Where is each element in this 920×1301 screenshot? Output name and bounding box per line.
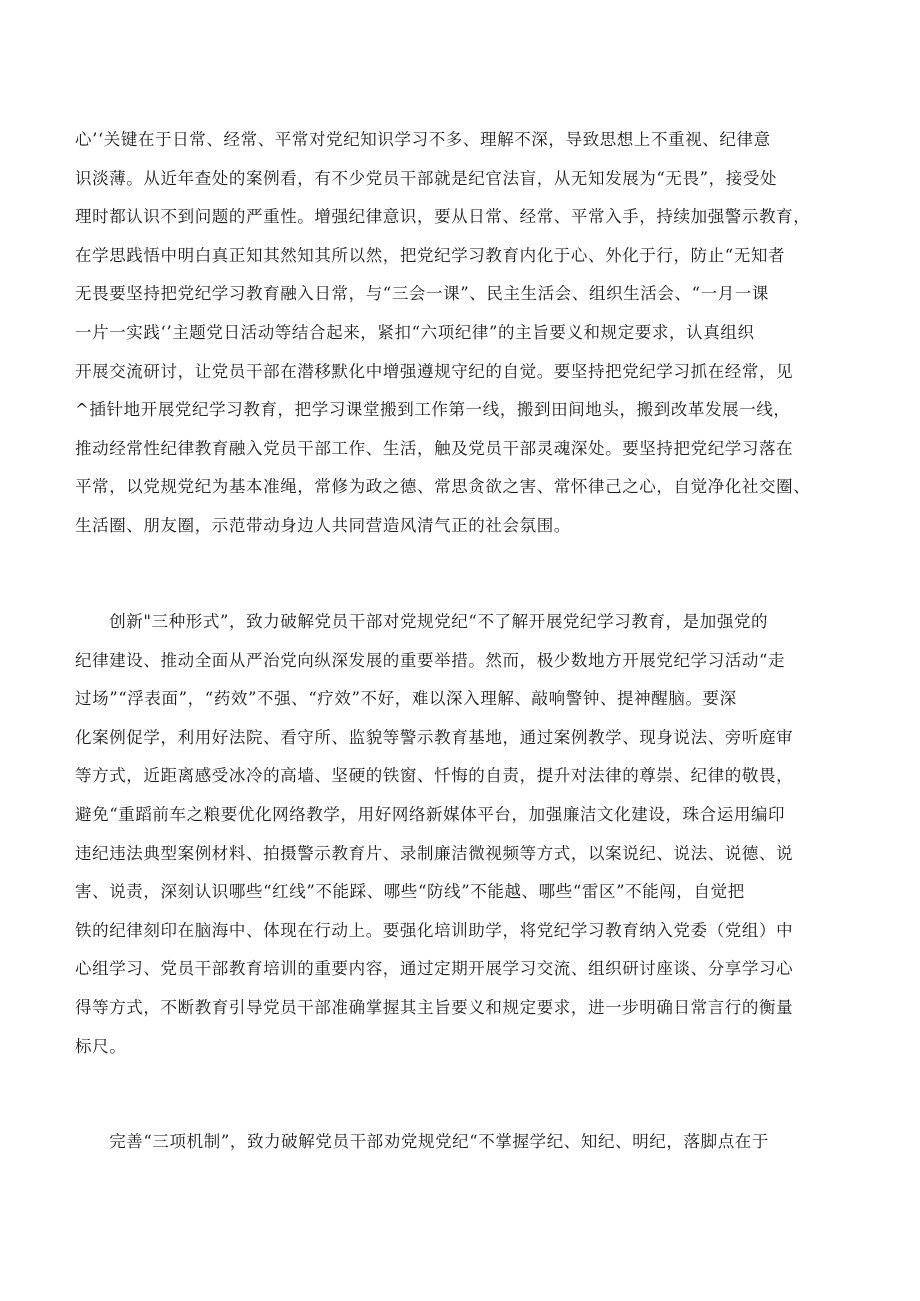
text-line: 纪律建设、推动全面从严治党向纵深发展的重要举措。然而，极少数地方开展党纪学习活动“走 (75, 650, 786, 670)
text-line: 过场”“浮表面”，“药效”不强、“疗效”不好，难以深入理解、敲响警钟、提神醒脑。要深 (75, 689, 737, 709)
text-line: 在学思践悟中明白真正知其然知其所以然，把党纪学习教育内化于心、外化于行，防止“无知者 (75, 245, 786, 265)
text-line: 心’‘关键在于日常、经常、平常对党纪知识学习不多、理解不深，导致思想上不重视、纪律意 (75, 130, 771, 149)
text-line: 化案例促学，利用好法院、看守所、监貌等警示教育基地，通过案例教学、现身说法、旁听庭审 (75, 727, 794, 747)
text-line: 推动经常性纪律教育融入党员干部工作、生活，触及党员干部灵魂深处。要坚持把党纪学习落在 (75, 438, 794, 458)
text-line: 开展交流研讨，让党员干部在潜移默化中增强遵规守纪的自觉。要坚持把党纪学习抓在经常，见 (75, 361, 794, 381)
text-line: 理时都认识不到问题的严重性。增强纪律意识，要从日常、经常、平常入手，持续加强警示教育， (75, 207, 811, 227)
text-line: 一片一实践‘’主题党日活动等结合起来，紧扣“六项纪律”的主旨要义和规定要求，认真组织 (75, 322, 755, 342)
text-line: ^插针地开展党纪学习教育，把学习课堂搬到工作第一线，搬到田间地头，搬到改革发展一线， (75, 400, 791, 420)
paragraph-2 (75, 603, 855, 1066)
text-line: 等方式，近距离感受冰冷的高墙、坚硬的铁窗、忏悔的自责，提升对法律的尊崇、纪律的敬畏， (75, 766, 794, 786)
text-line: 避免“重蹈前车之粮要优化网络教学，用好网络新媒体平台，加强廉洁文化建设，珠合运用编印 (75, 804, 786, 824)
text-line: 创新"三种形式”，致力破解党员干部对党规党纪“不了解开展党纪学习教育，是加强党的 (75, 612, 769, 631)
text-line: 铁的纪律刻印在脑海中、体现在行动上。要强化培训助学，将党纪学习教育纳入党委（党组）中 (75, 920, 794, 940)
text-line: 无畏要坚持把党纪学习教育融入日常，与“三会一课”、民主生活会、组织生活会、“一月一课 (75, 284, 770, 304)
text-line: 识淡薄。从近年查处的案例看，有不少党员干部就是纪官法盲，从无知发展为“无畏”，接受处 (75, 168, 778, 188)
text-line: 生活圈、朋友圈，示范带动身边人共同营造风清气正的社会氛围。 (75, 515, 571, 535)
text-line: 违纪违法典型案例材料、拍摄警示教育片、录制廉洁微视频等方式，以案说纪、说法、说德、说 (75, 843, 794, 863)
text-line: 心组学习、党员干部教育培训的重要内容，通过定期开展学习交流、组织研讨座谈、分享学习心 (75, 959, 794, 979)
paragraph-1 (75, 121, 855, 546)
text-line: 平常，以党规党纪为基本准绳，常修为政之德、常思贪欲之害、常怀律己之心，自觉净化社交圈、 (75, 477, 811, 497)
text-line: 完善“三项机制”，致力破解党员干部劝党规党纪“不掌握学纪、知纪、明纪，落脚点在于 (75, 1132, 770, 1151)
text-line: 得等方式，不断教育引导党员干部准确掌握其主旨要义和规定要求，进一步明确日常言行的衡量 (75, 997, 794, 1017)
paragraph-3 (75, 1123, 855, 1162)
text-line: 害、说责，深刻认识哪些“红线”不能踩、哪些“防线”不能越、哪些“雷区”不能闯，自觉把 (75, 882, 745, 902)
text-line: 标尺。 (75, 1036, 127, 1056)
